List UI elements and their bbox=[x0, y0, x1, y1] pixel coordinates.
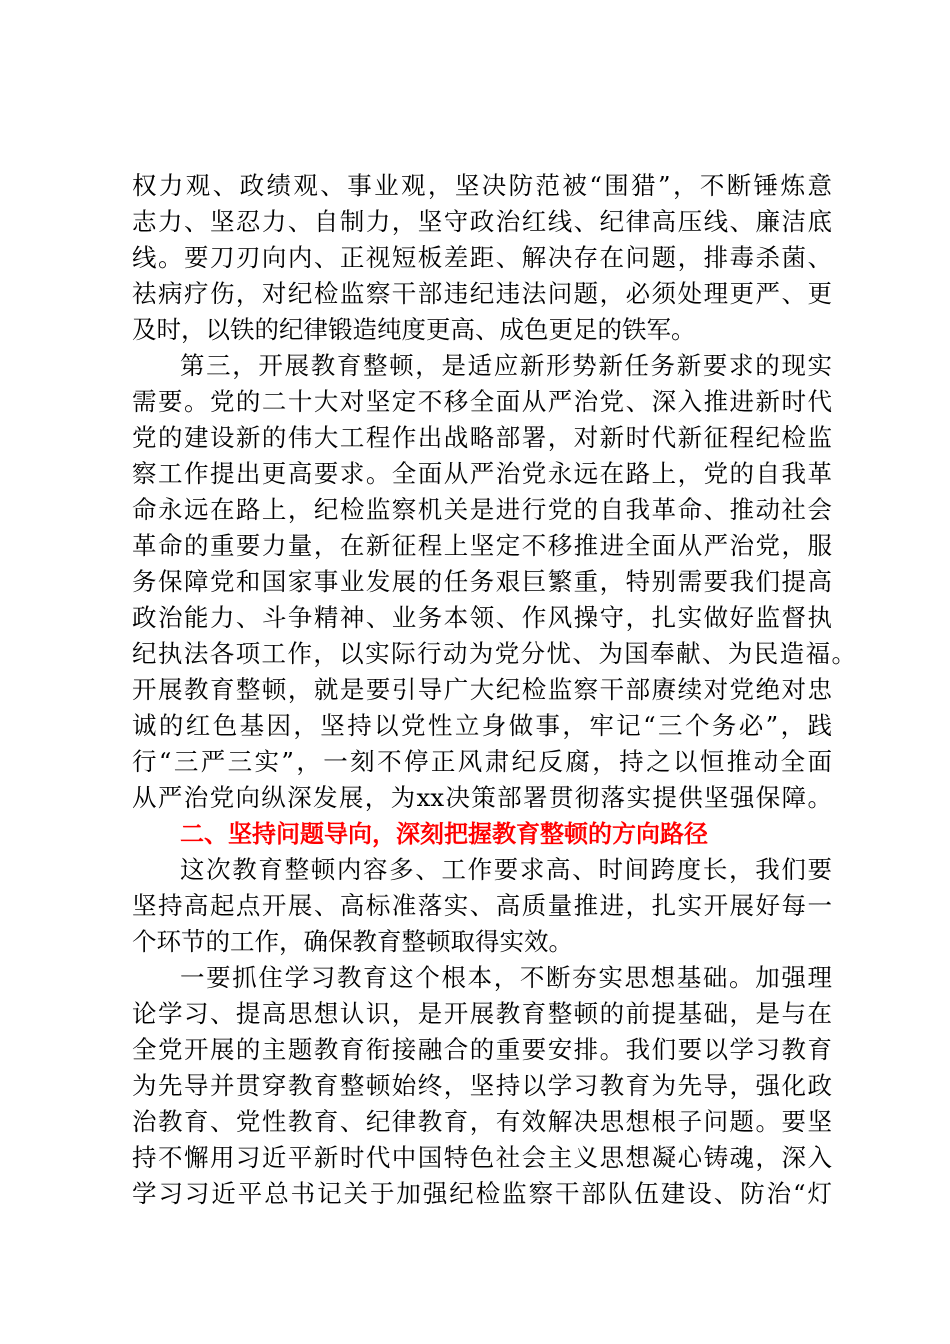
text-line: 开展教育整顿，就是要引导广大纪检监察干部赓续对党绝对忠 bbox=[132, 675, 832, 704]
text-line: 行“三严三实”，一刻不停正风肃纪反腐，持之以恒推动全面 bbox=[132, 747, 832, 776]
text-line: 察工作提出更高要求。全面从严治党永远在路上，党的自我革 bbox=[132, 459, 832, 488]
text-line: 需要。党的二十大对坚定不移全面从严治党、深入推进新时代 bbox=[132, 387, 832, 416]
text-line: 第三，开展教育整顿，是适应新形势新任务新要求的现实 bbox=[180, 351, 832, 380]
text-line: 从严治党向纵深发展，为xx决策部署贯彻落实提供坚强保障。 bbox=[132, 783, 832, 812]
text-line: 为先导并贯穿教育整顿始终，坚持以学习教育为先导，强化政 bbox=[132, 1071, 832, 1100]
text-line: 祛病疗伤，对纪检监察干部违纪违法问题，必须处理更严、更 bbox=[132, 279, 832, 308]
text-line: 志力、坚忍力、自制力，坚守政治红线、纪律高压线、廉洁底 bbox=[132, 207, 832, 236]
text-line: 一要抓住学习教育这个根本，不断夯实思想基础。加强理 bbox=[180, 963, 832, 992]
text-line: 及时，以铁的纪律锻造纯度更高、成色更足的铁军。 bbox=[132, 315, 696, 344]
section-heading: 二、坚持问题导向，深刻把握教育整顿的方向路径 bbox=[180, 820, 708, 848]
text-line: 这次教育整顿内容多、工作要求高、时间跨度长，我们要 bbox=[180, 855, 832, 884]
text-line: 纪执法各项工作，以实际行动为党分忧、为国奉献、为民造福。 bbox=[132, 639, 856, 668]
text-line: 论学习、提高思想认识，是开展教育整顿的前提基础，是与在 bbox=[132, 999, 832, 1028]
text-line: 权力观、政绩观、事业观，坚决防范被“围猎”，不断锤炼意 bbox=[132, 171, 832, 200]
text-line: 政治能力、斗争精神、业务本领、作风操守，扎实做好监督执 bbox=[132, 603, 832, 632]
text-line: 命永远在路上，纪检监察机关是进行党的自我革命、推动社会 bbox=[132, 495, 832, 524]
text-line: 坚持高起点开展、高标准落实、高质量推进，扎实开展好每一 bbox=[132, 891, 832, 920]
text-line: 个环节的工作，确保教育整顿取得实效。 bbox=[132, 927, 573, 956]
text-line: 诚的红色基因，坚持以党性立身做事，牢记“三个务必”，践 bbox=[132, 711, 832, 740]
text-line: 党的建设新的伟大工程作出战略部署，对新时代新征程纪检监 bbox=[132, 423, 832, 452]
text-line: 线。要刀刃向内、正视短板差距、解决存在问题，排毒杀菌、 bbox=[132, 243, 832, 272]
text-line: 持不懈用习近平新时代中国特色社会主义思想凝心铸魂，深入 bbox=[132, 1143, 832, 1172]
text-line: 全党开展的主题教育衔接融合的重要安排。我们要以学习教育 bbox=[132, 1035, 832, 1064]
text-line: 革命的重要力量，在新征程上坚定不移推进全面从严治党，服 bbox=[132, 531, 832, 560]
text-line: 学习习近平总书记关于加强纪检监察干部队伍建设、防治“灯 bbox=[132, 1179, 832, 1208]
text-line: 治教育、党性教育、纪律教育，有效解决思想根子问题。要坚 bbox=[132, 1107, 832, 1136]
text-line: 务保障党和国家事业发展的任务艰巨繁重，特别需要我们提高 bbox=[132, 567, 832, 596]
